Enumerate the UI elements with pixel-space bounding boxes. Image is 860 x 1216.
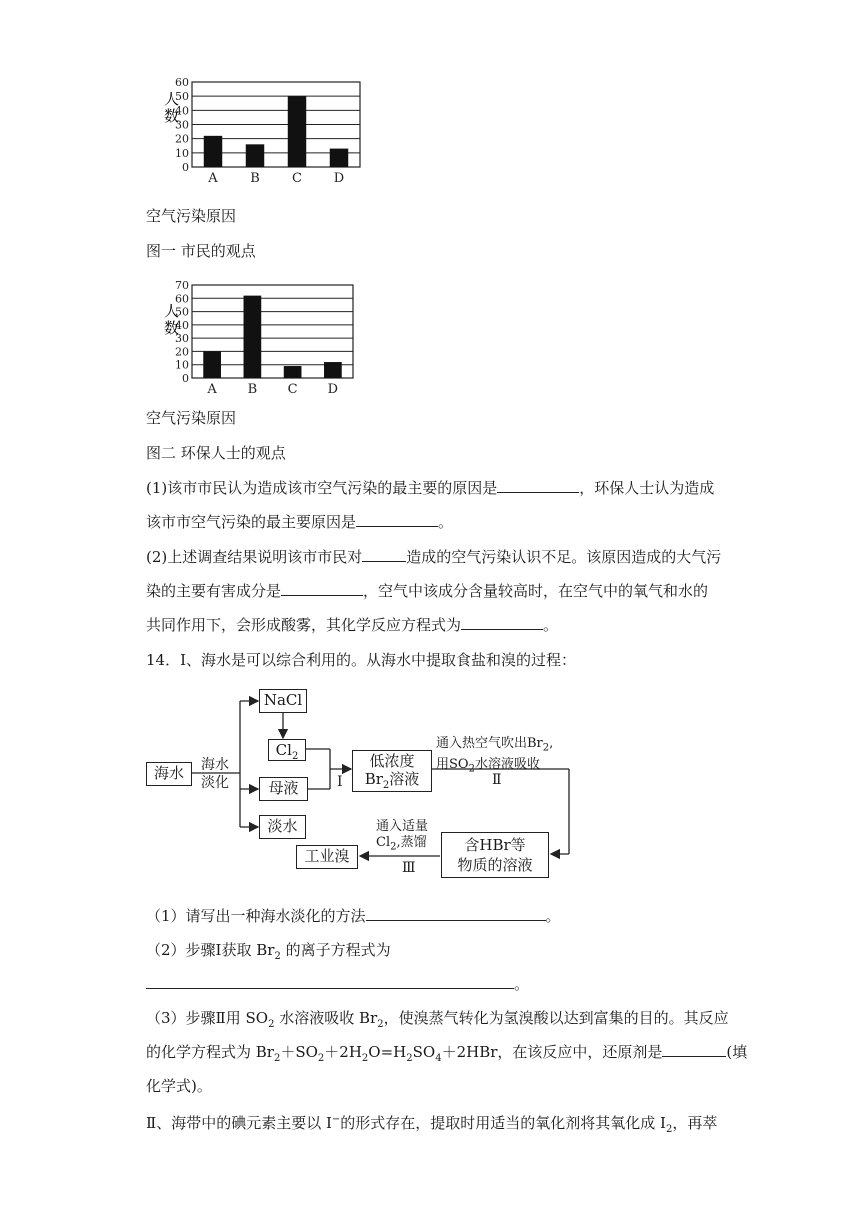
q13-p2-line1: (2)上述调查结果说明该市市民对 造成的空气污染认识不足。该原因造成的大气污 <box>146 548 722 566</box>
node-hbr-solution: 含HBr等 物质的溶液 <box>441 832 549 878</box>
x-tick-label: A <box>207 382 217 397</box>
y-tick-label: 20 <box>175 132 189 146</box>
hot-air-label: 通入热空气吹出$Br_2$, 用$SO_2$水溶液吸收 <box>436 736 554 775</box>
chart-2-y-label: 人数 <box>164 302 180 337</box>
chart-2-figure-title: 图二 环保人士的观点 <box>146 444 286 462</box>
node-fresh-water: 淡水 <box>259 815 306 839</box>
x-tick-label: B <box>247 382 258 397</box>
step-2-label: Ⅱ <box>492 772 502 788</box>
chart-1-figure-title: 图一 市民的观点 <box>146 242 256 260</box>
bar-A <box>204 136 222 167</box>
y-tick-label: 40 <box>175 104 189 118</box>
q14-s3-line3: 化学式)。 <box>146 1077 212 1095</box>
y-tick-label: 30 <box>175 118 189 132</box>
answer-blank[interactable] <box>366 906 546 921</box>
bar-D <box>324 362 342 378</box>
x-tick-label: D <box>327 382 339 397</box>
q13-p2-line3: 共同作用下，会形成酸雾，其化学反应方程式为 。 <box>146 616 559 634</box>
node-low-br2: 低浓度 $Br_2$溶液 <box>352 750 432 792</box>
step-3-label: Ⅲ <box>402 860 416 876</box>
chart-2-bars <box>203 296 341 378</box>
q14-s2: （2）步骤Ⅰ获取 $Br_2$ 的离子方程式为 <box>146 941 391 962</box>
answer-blank[interactable] <box>362 547 406 562</box>
node-cl2: $Cl_2$ <box>268 739 306 761</box>
x-tick-label: C <box>292 171 302 186</box>
chart-2 <box>150 276 380 398</box>
q14-s3-line1: （3）步骤Ⅱ用 $SO_2$ 水溶液吸收 $Br_2$，使溴蒸气转化为氢溴酸以达到富集的目的。其反应 <box>146 1009 729 1030</box>
flowchart <box>140 684 580 884</box>
y-tick-label: 50 <box>175 90 189 104</box>
answer-blank[interactable] <box>461 615 543 630</box>
add-cl2-label: 通入适量 $Cl_2$,蒸馏 <box>376 819 429 853</box>
q13-p1-line2: 该市市空气污染的最主要原因是 。 <box>146 513 454 531</box>
y-tick-label: 0 <box>182 372 189 385</box>
y-tick-label: 60 <box>175 292 189 306</box>
x-tick-label: B <box>250 171 260 186</box>
chart-1-x-ticks <box>207 171 344 186</box>
x-tick-label: D <box>333 171 345 186</box>
node-mother-liquor: 母液 <box>259 777 308 801</box>
y-tick-label: 10 <box>175 146 189 160</box>
y-tick-label: 70 <box>175 279 189 292</box>
answer-blank[interactable] <box>281 581 363 596</box>
desalination-label: 海水 淡化 <box>201 757 229 791</box>
bar-D <box>330 149 348 167</box>
x-tick-label: A <box>208 171 218 186</box>
chart-1-y-label: 人数 <box>164 90 180 125</box>
node-seawater: 海水 <box>146 762 192 786</box>
bar-C <box>288 96 306 167</box>
q13-p1-line1: (1)该市市民认为造成该市空气污染的最主要的原因是 ，环保人士认为造成 <box>146 479 715 497</box>
q14-s1: （1）请写出一种海水淡化的方法 。 <box>146 907 561 925</box>
q14-s2-answer-line: 。 <box>146 974 529 994</box>
chart-2-x-ticks <box>206 382 338 397</box>
bar-C <box>284 366 302 378</box>
q14-s3-line2: 的化学方程式为 $Br_2+SO_2+2H_2O=H_2SO_4+2HBr$，在该反应中，还原剂是 (填 <box>146 1043 748 1064</box>
chart-2-caption: 空气污染原因 <box>146 409 237 427</box>
y-tick-label: 50 <box>175 305 189 319</box>
chart-1-caption: 空气污染原因 <box>146 207 237 225</box>
bar-B <box>244 296 262 378</box>
answer-blank[interactable] <box>662 1042 726 1057</box>
chart-1-bars <box>204 96 348 167</box>
q13-p2-line2: 染的主要有害成分是 ，空气中该成分含量较高时，在空气中的氧气和水的 <box>146 582 709 600</box>
answer-blank[interactable] <box>146 974 514 989</box>
bar-A <box>203 351 221 378</box>
y-tick-label: 20 <box>175 345 189 359</box>
q14-part2: Ⅱ、海带中的碘元素主要以 I−的形式存在，提取时用适当的氧化剂将其氧化成 $I_2$，再萃 <box>146 1114 718 1135</box>
y-tick-label: 0 <box>182 161 189 174</box>
y-tick-label: 30 <box>175 332 189 346</box>
x-tick-label: C <box>287 382 298 397</box>
q14-intro: 14．I、海水是可以综合利用的。从海水中提取食盐和溴的过程： <box>146 651 577 669</box>
chart-1 <box>150 74 380 194</box>
step-1-label: Ⅰ <box>337 774 343 790</box>
y-tick-label: 10 <box>175 358 189 372</box>
node-nacl: NaCl <box>259 689 307 713</box>
answer-blank[interactable] <box>497 478 579 493</box>
y-tick-label: 40 <box>175 318 189 332</box>
answer-blank[interactable] <box>356 512 438 527</box>
node-industrial-bromine: 工业溴 <box>296 845 358 869</box>
bar-B <box>246 144 264 167</box>
y-tick-label: 60 <box>175 76 189 89</box>
